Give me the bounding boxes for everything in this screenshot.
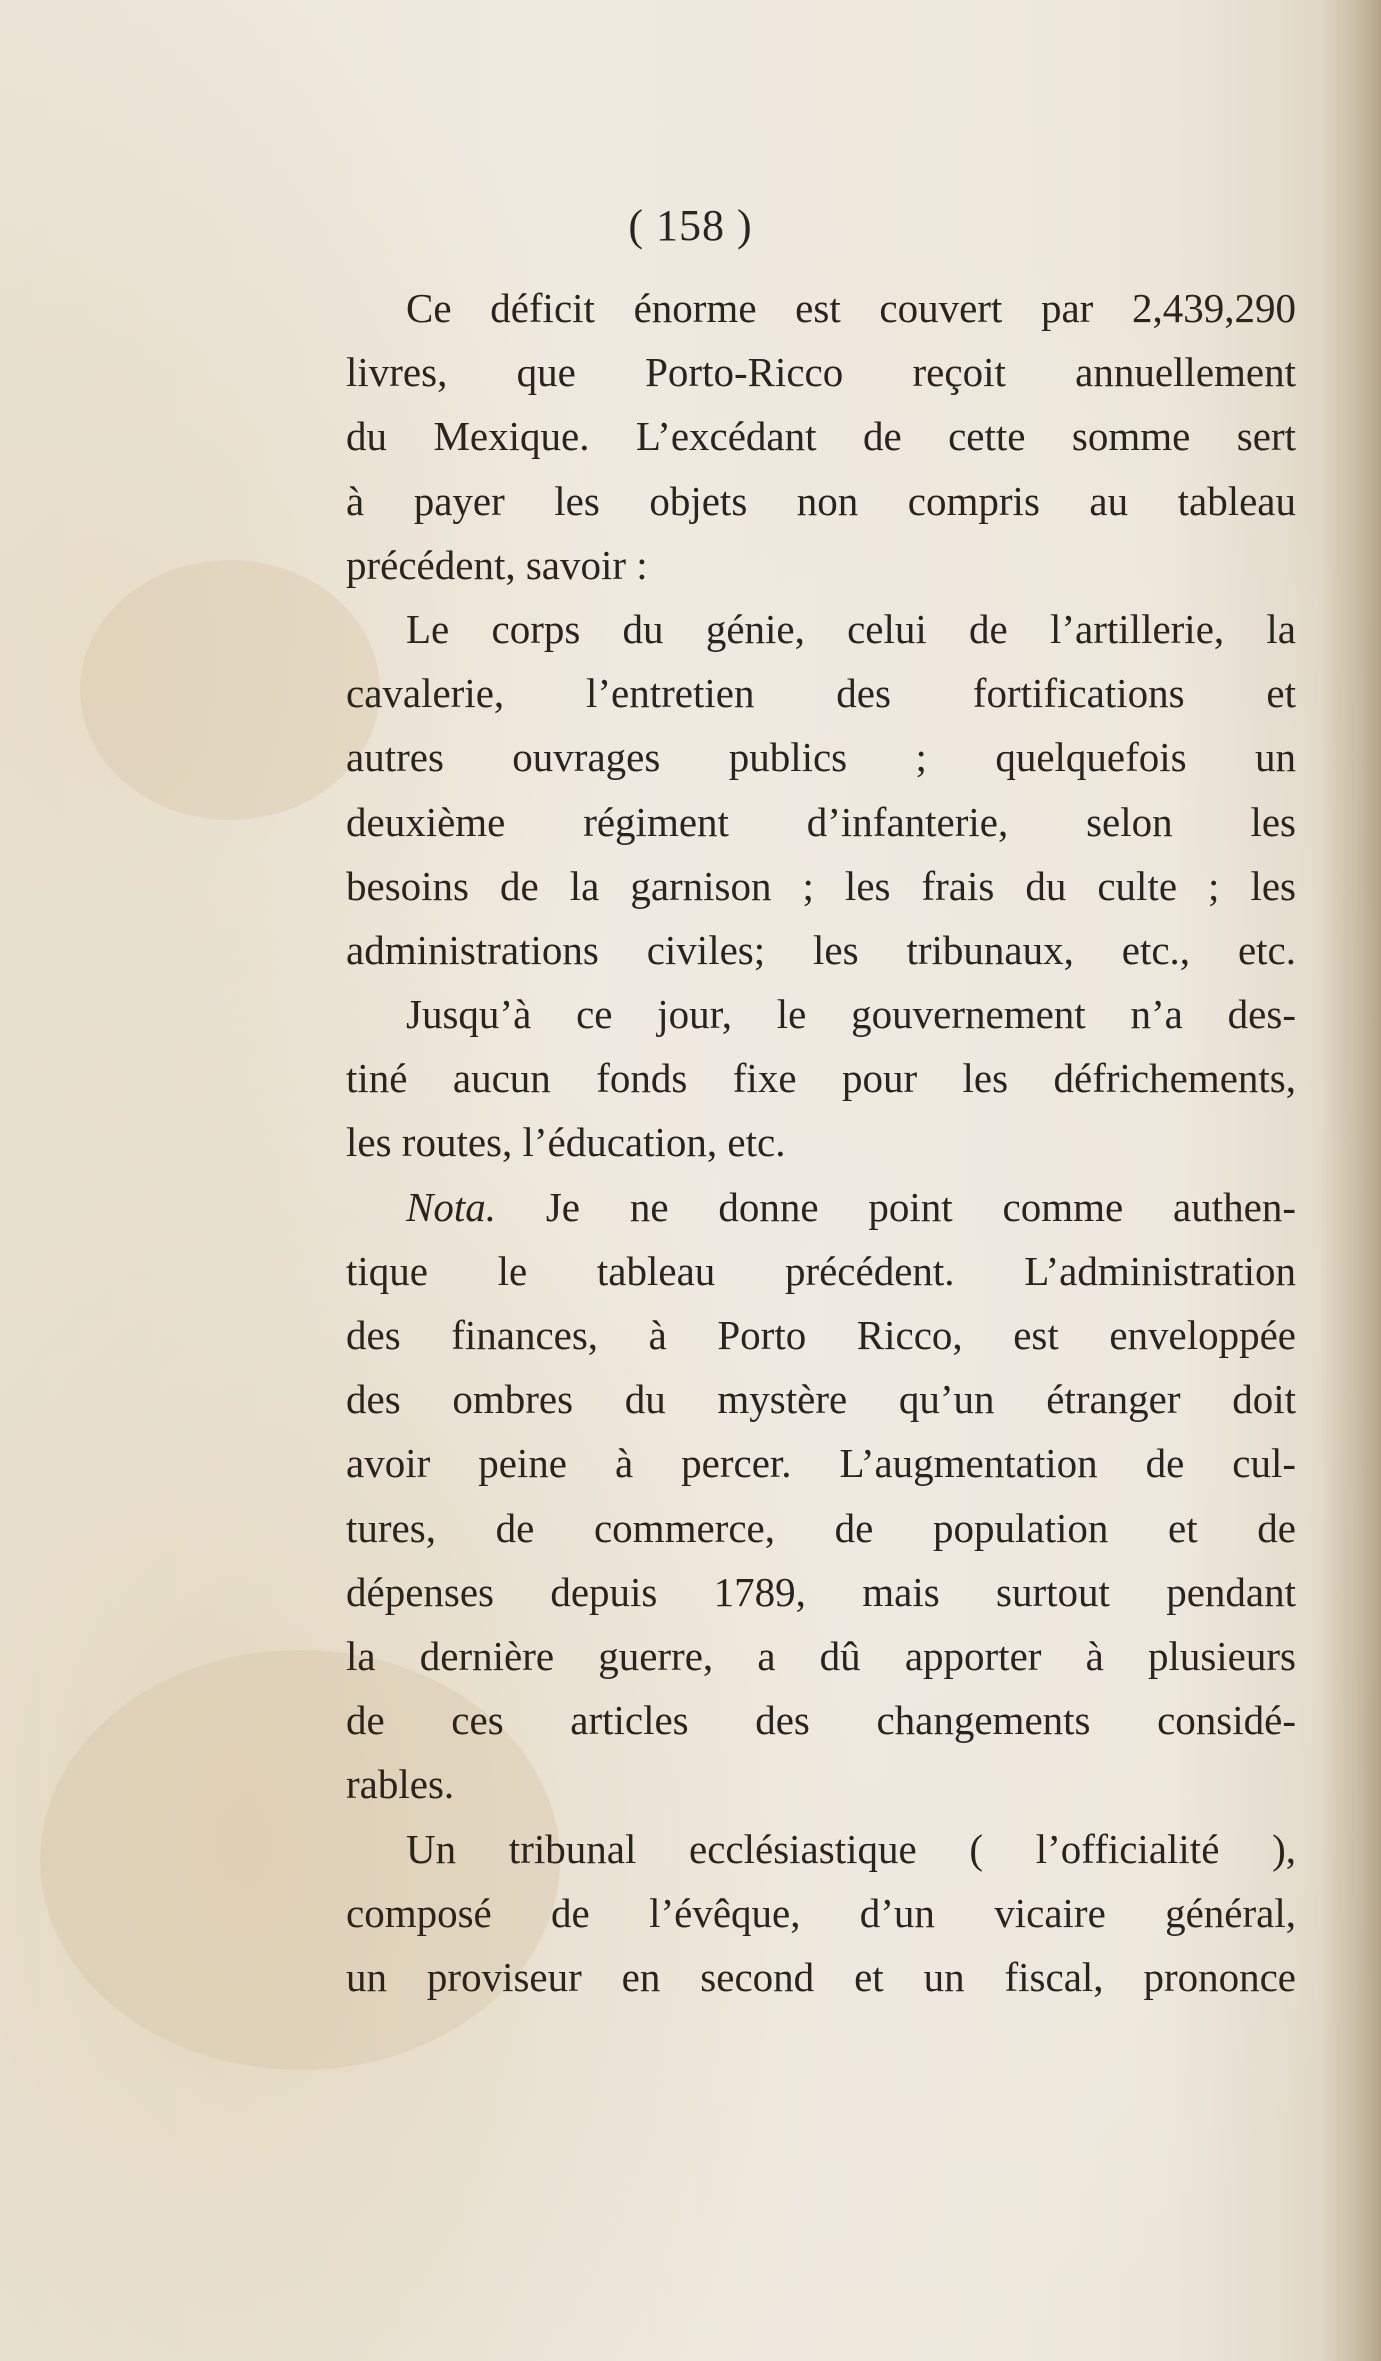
text-line: Un tribunal ecclésiastique ( l’officialité ),	[406, 1825, 1296, 1872]
text-line: livres, que Porto-Ricco reçoit annuellement	[346, 349, 1296, 396]
text-line: des finances, à Porto Ricco, est enveloppée	[346, 1312, 1296, 1358]
text-line: composé de l’évêque, d’un vicaire général,	[346, 1889, 1296, 1936]
text-line: autres ouvrages publics ; quelquefois un	[346, 734, 1296, 781]
text-line: cavalerie, l’entretien des fortifications et	[346, 670, 1296, 717]
text-line: deuxième régiment d’infanterie, selon les	[346, 798, 1296, 845]
page-number: ( 158 )	[628, 201, 753, 250]
text-line: de ces articles des changements considé-	[346, 1697, 1296, 1744]
text-line: du Mexique. L’excédant de cette somme sert	[346, 413, 1296, 460]
text-line: dépenses depuis 1789, mais surtout pendant	[346, 1568, 1296, 1615]
nota-line-text: Je ne donne point comme authen-	[545, 1183, 1296, 1230]
text-line: administrations civiles; les tribunaux, etc., etc.	[346, 926, 1296, 973]
text-line: des ombres du mystère qu’un étranger doit	[346, 1376, 1296, 1423]
text-line: la dernière guerre, a dû apporter à plusieurs	[346, 1632, 1296, 1679]
nota-line	[346, 1175, 1296, 1239]
text-line: rables.	[346, 1761, 455, 1808]
nota-label: Nota.	[406, 1183, 496, 1230]
text-line: à payer les objets non compris au tableau	[346, 477, 1296, 524]
text-line: avoir peine à percer. L’augmentation de cul-	[346, 1440, 1296, 1487]
water-stain	[80, 560, 380, 820]
text-line: Le corps du génie, celui de l’artillerie, la	[406, 605, 1296, 652]
text-line: tique le tableau précédent. L’administration	[346, 1247, 1296, 1294]
text-line: besoins de la garnison ; les frais du culte ; les	[346, 862, 1296, 909]
text-line: Ce déficit énorme est couvert par 2,439,290	[406, 285, 1296, 331]
text-line: tures, de commerce, de population et de	[346, 1504, 1296, 1551]
page-gutter-shadow	[1321, 0, 1381, 2361]
text-line: Jusqu’à ce jour, le gouvernement n’a des-	[406, 991, 1296, 1038]
text-line: les routes, l’éducation, etc.	[346, 1119, 786, 1166]
text-line: précédent, savoir :	[346, 541, 648, 588]
body-text	[346, 276, 1296, 2009]
text-line: un proviseur en second et un fiscal, prononce	[346, 1953, 1296, 2000]
text-line: tiné aucun fonds fixe pour les défrichements,	[346, 1055, 1296, 1102]
